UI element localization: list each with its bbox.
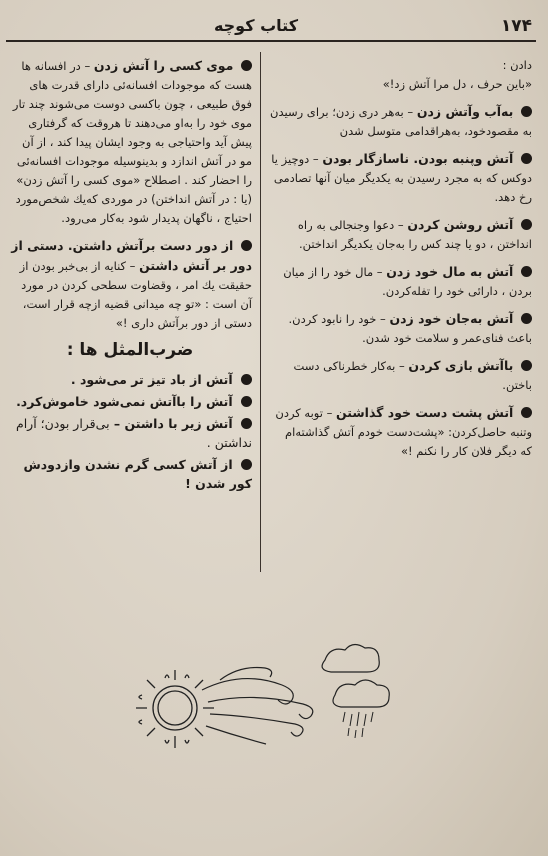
- entry: آتش وپنبه بودن. ناسازگار بودن – دوچیز یا دوکس که به مجرد رسیدن به یکدیگر میان آنها تصادمی رخ دهد.: [271, 151, 532, 204]
- column-divider: [260, 52, 261, 572]
- entry-term: به‌آب وآتش زدن: [416, 104, 514, 119]
- header-rule: [6, 40, 536, 42]
- rain-icon: [343, 712, 373, 738]
- entry-term: موی کسی را آتش زدن: [93, 58, 234, 73]
- bullet-icon: [241, 459, 252, 470]
- bullet-icon: [241, 60, 252, 71]
- proverb: [8, 370, 252, 389]
- wind-icon: [202, 668, 313, 745]
- entry-text: خود را نابود کردن. باعث فنای‌عمر و سلامت خود شدن.: [288, 312, 532, 345]
- entry: به‌آب وآتش زدن – به‌هر دری زدن؛ برای رسیدن به مقصودخود، به‌هراقدامی متوسل شدن: [270, 104, 532, 138]
- entry: آتش به مال خود زدن – مال خود را از میان بردن ، دارائی خود را تفله‌کردن.: [283, 264, 532, 298]
- entry-term: آتش پشت دست خود گذاشتن: [336, 405, 514, 420]
- page-number: ۱۷۴: [500, 16, 532, 36]
- bullet-icon: [241, 240, 252, 251]
- entry: آتش به‌جان خود زدن – خود را نابود کردن. باعث فنای‌عمر و سلامت خود شدن.: [288, 311, 532, 345]
- entry: آتش روشن کردن – دعوا وجنجالی به راه انداختن ، دو یا چند کس را به‌جان یکدیگر انداختن.: [297, 217, 532, 251]
- bullet-icon: [521, 106, 532, 117]
- continuation-block: [270, 56, 532, 94]
- entry-term: آتش وپنبه بودن. ناسازگار بودن: [322, 151, 514, 166]
- bullet-icon: [521, 360, 532, 371]
- entry-text: دعوا وجنجالی به راه انداختن ، دو یا چند کس را به‌جان یکدیگر انداختن.: [297, 218, 532, 251]
- bullet-icon: [521, 313, 532, 324]
- entry-text: دوچیز یا دوکس که به مجرد رسیدن به یکدیگر میان آنها تصادمی رخ دهد.: [271, 152, 532, 204]
- continuation-line: دادن :: [502, 58, 532, 72]
- bullet-icon: [241, 374, 252, 385]
- section-title: ضرب‌المثل ها :: [66, 340, 194, 360]
- entry-term: از دور دست برآتش داشتن. دستی از دور بر آتش داشتن: [11, 238, 252, 273]
- page-header: [8, 14, 538, 40]
- proverb-text: آتش از باد تیز تر می‌شود .: [70, 372, 233, 387]
- bullet-icon: [521, 266, 532, 277]
- bullet-icon: [521, 407, 532, 418]
- entry-text: توبه کردن وتنبه حاصل‌کردن: «پشت‌دست خودم آتش گذاشته‌ام که دیگر فلان کار را نکنم !»: [275, 406, 532, 458]
- entry-term: آتش به مال خود زدن: [386, 264, 514, 279]
- proverb: [8, 455, 252, 493]
- entry-text: به‌هر دری زدن؛ برای رسیدن به مقصودخود، به‌هراقدامی متوسل شدن: [270, 105, 532, 138]
- entry-text: مال خود را از میان بردن ، دارائی خود را تفله‌کردن.: [283, 265, 532, 298]
- entry-text: در افسانه ها هست که موجودات افسانه‌ئی دارای قدرت های فوق طبیعی ، چون باکسی دوست می‌شوند چند تار موی خود را به‌او می‌دهند تا هروقت که گرفتاری پیش آید واحتیاجی به وجود ایشان پیدا کند ، از آن مو در آتش اندازد و بدینوسیله موجودات افسانه‌ئی را احضار کند . اصطلاح «موی کسی را آتش زدن» (یا : در آتش انداختن) در موردی که‌یك شخص‌مورد احتیاج ، ناگهان پدیدار شود به‌کار می‌رود.: [12, 59, 252, 225]
- proverb-text: از آتش کسی گرم نشدن واز‌دودش کور شدن !: [23, 457, 252, 491]
- entry-text: کنایه از بی‌خبر بودن از حقیقت یك امر ، وقضاوت سطحی کردن در مورد آن است : «تو چه میدانی قضیه ازچه قرار است، دستی از دور برآتش داری !»: [19, 259, 252, 330]
- bullet-icon: [241, 418, 252, 429]
- entry-term: آتش روشن کردن: [407, 217, 514, 232]
- entry: باآتش بازی کردن – به‌کار خطرناکی دست باختن.: [293, 358, 532, 392]
- entry-text: به‌کار خطرناکی دست باختن.: [293, 359, 532, 392]
- bullet-icon: [521, 219, 532, 230]
- entry: موی کسی را آتش زدن – در افسانه ها هست که موجودات افسانه‌ئی دارای قدرت های فوق طبیعی ، چون باکسی دوست می‌شوند چند تار موی خود را به‌او می‌دهند تا هروقت که گرفتاری پیش آید واحتیاجی به وجود ایشان پیدا کند ، از آن مو در آتش اندازد و بدینوسیله موجودات افسانه‌ئی را احضار کند . اصطلاح «موی کسی را آتش زدن» (یا : در آتش انداختن) در موردی که‌یك شخص‌مورد احتیاج ، ناگهان پدیدار شود به‌کار می‌رود.: [12, 58, 252, 225]
- cloud-icon: [322, 644, 389, 707]
- entry: آتش پشت دست خود گذاشتن – توبه کردن وتنبه حاصل‌کردن: «پشت‌دست خودم آتش گذاشته‌ام که دیگر فلان کار را نکنم !»: [275, 405, 532, 458]
- bullet-icon: [241, 396, 252, 407]
- proverb-text: آتش زیر با داشتن: [124, 416, 233, 431]
- proverb-text: آتش را باآتش نمی‌شود خاموش‌کرد.: [16, 394, 233, 409]
- sun-icon: [136, 670, 214, 748]
- proverb-meaning: بی‌قرار بودن؛ آرام نداشتن .: [15, 416, 252, 450]
- entry: از دور دست برآتش داشتن. دستی از دور بر آتش داشتن – کنایه از بی‌خبر بودن از حقیقت یك امر ، وقضاوت سطحی کردن در مورد آن است : «تو چه میدانی قضیه ازچه قرار است، دستی از دور برآتش داری !»: [11, 238, 252, 330]
- entry-term: آتش به‌جان خود زدن: [389, 311, 514, 326]
- bullet-icon: [521, 153, 532, 164]
- right-column: [270, 56, 532, 469]
- continuation-quote: «باین حرف ، دل مرا آتش زد!»: [382, 77, 532, 91]
- sun-wind-cloud-illustration: [130, 640, 400, 760]
- book-title: کتاب کوچه: [213, 16, 298, 35]
- entry-term: باآتش بازی کردن: [408, 358, 514, 373]
- left-column: [8, 56, 252, 496]
- proverb: آتش زیر با داشتن – بی‌قرار بودن؛ آرام نداشتن .: [15, 416, 252, 450]
- proverb: [8, 392, 252, 411]
